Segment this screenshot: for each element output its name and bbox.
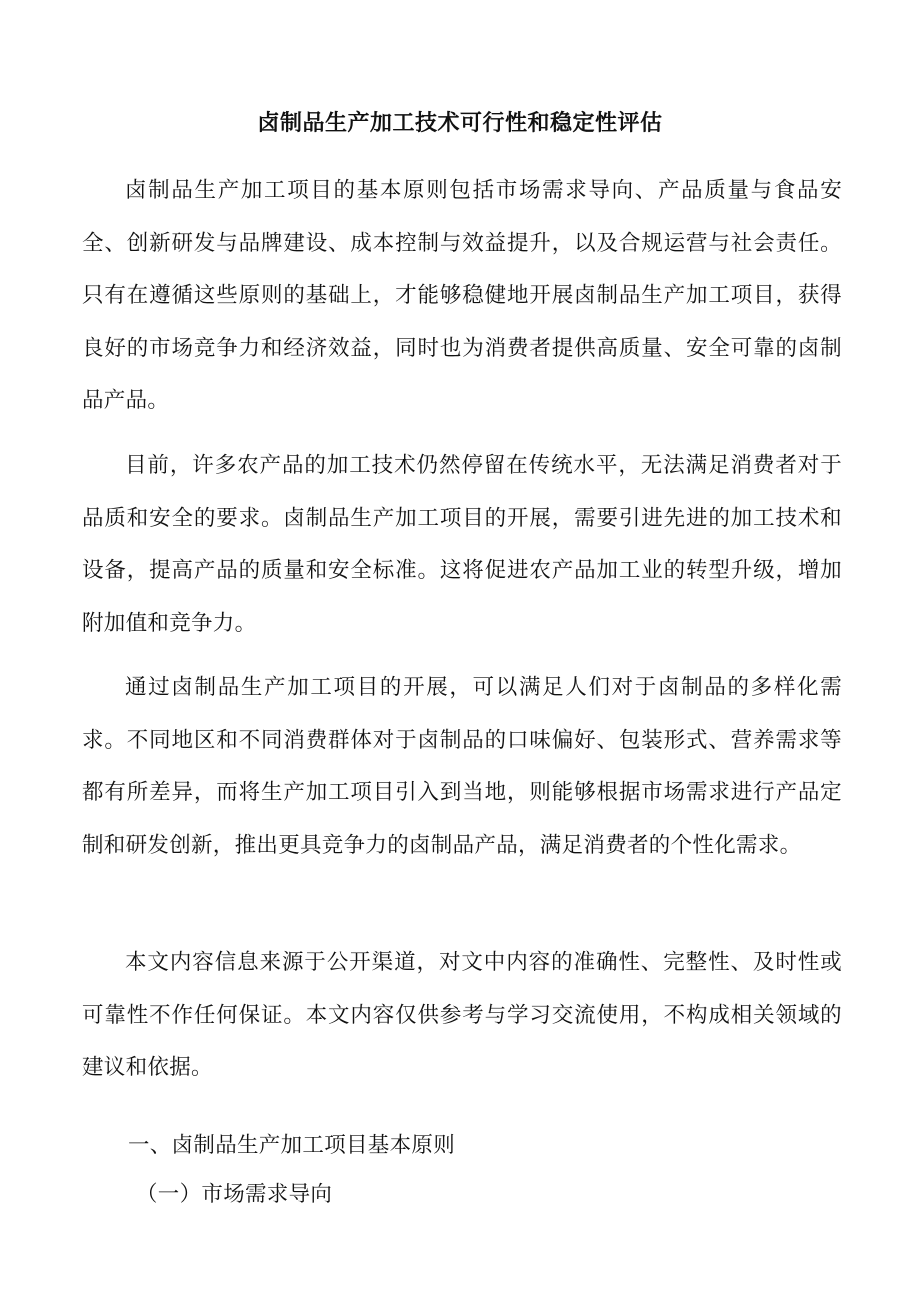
subsection-heading: （一）市场需求导向	[136, 1182, 333, 1207]
paragraph-demand: 通过卤制品生产加工项目的开展，可以满足人们对于卤制品的多样化需求。不同地区和不同消费群体对于卤制品的口味偏好、包装形式、营养需求等都有所差异，而将生产加工项目引入到当地，则能够根据市场需求进行产品定制和研发创新，推出更具竞争力的卤制品产品，满足消费者的个性化需求。	[82, 675, 842, 858]
document-title: 卤制品生产加工技术可行性和稳定性评估	[257, 111, 663, 136]
paragraph-technology: 目前，许多农产品的加工技术仍然停留在传统水平，无法满足消费者对于品质和安全的要求。卤制品生产加工项目的开展，需要引进先进的加工技术和设备，提高产品的质量和安全标准。这将促进农产品加工业的转型升级，增加附加值和竞争力。	[82, 453, 842, 636]
paragraph-principles: 卤制品生产加工项目的基本原则包括市场需求导向、产品质量与食品安全、创新研发与品牌建设、成本控制与效益提升，以及合规运营与社会责任。只有在遵循这些原则的基础上，才能够稳健地开展卤制品生产加工项目，获得良好的市场竞争力和经济效益，同时也为消费者提供高质量、安全可靠的卤制品产品。	[82, 178, 842, 413]
paragraph-disclaimer: 本文内容信息来源于公开渠道，对文中内容的准确性、完整性、及时性或可靠性不作任何保证。本文内容仅供参考与学习交流使用，不构成相关领域的建议和依据。	[82, 950, 842, 1080]
section-heading: 一、卤制品生产加工项目基本原则	[128, 1133, 456, 1158]
